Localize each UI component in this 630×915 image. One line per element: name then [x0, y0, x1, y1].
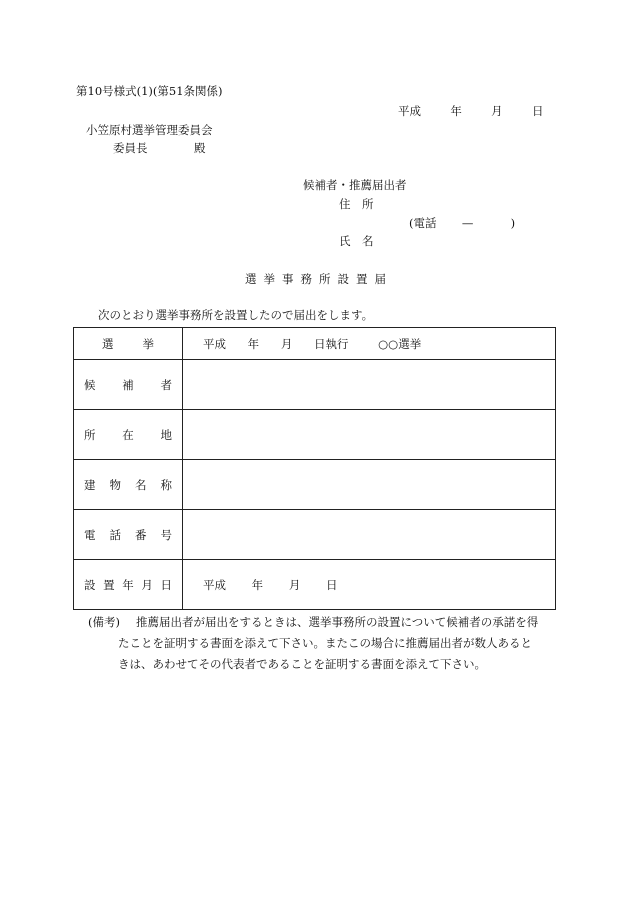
- date-day-unit: 日: [531, 104, 544, 118]
- label-char: 選: [102, 336, 114, 351]
- addressee-title: 委員長: [113, 141, 148, 155]
- remarks-line: たことを証明する書面を添えて下さい。またこの場合に推薦届出者が数人あると: [118, 636, 532, 650]
- label-char: 所: [84, 427, 96, 442]
- addressee-committee: 小笠原村選挙管理委員会: [86, 123, 213, 137]
- date-era: 平成: [398, 104, 421, 118]
- form-number: 第10号様式(1)(第51条関係): [76, 84, 223, 98]
- label-char: 年: [122, 577, 134, 592]
- label-char: 者: [160, 377, 172, 392]
- table-row-setup-date: [74, 560, 556, 610]
- table-row-election: [74, 328, 556, 360]
- intro-text: 次のとおり選挙事務所を設置したので届出をします。: [98, 308, 374, 322]
- phone-value-cell[interactable]: [183, 510, 556, 560]
- applicant-phone: [409, 218, 515, 230]
- remarks-line: きは、あわせてその代表者であることを証明する書面を添えて下さい。: [118, 657, 486, 671]
- building-value-cell[interactable]: [183, 460, 556, 510]
- submission-date: [398, 106, 543, 118]
- phone-open: (電話: [409, 216, 437, 230]
- setup-date-year-unit: 年: [251, 577, 264, 592]
- label-char: 番: [135, 527, 147, 542]
- label-char: 在: [122, 427, 134, 442]
- label-char: 物: [109, 477, 121, 492]
- applicant-role: 候補者・推薦届出者: [303, 178, 407, 192]
- label-char: 号: [160, 527, 172, 542]
- candidate-label-cell: [74, 360, 183, 410]
- election-value-cell: [183, 328, 556, 360]
- phone-dash: —: [461, 216, 474, 230]
- label-char: 置: [103, 577, 115, 592]
- date-year-unit: 年: [450, 104, 462, 118]
- setup-date-value-cell[interactable]: [183, 560, 556, 610]
- setup-date-era: 平成: [203, 577, 226, 592]
- label-char: 月: [141, 577, 153, 592]
- label-char: 称: [160, 477, 172, 492]
- election-held-suffix: 日執行: [313, 336, 349, 351]
- document-title: 選挙事務所設置届: [245, 272, 393, 286]
- election-year-unit: 年: [247, 336, 260, 351]
- label-char: 設: [84, 577, 96, 592]
- table-row-building: [74, 460, 556, 510]
- label-char: 候: [84, 377, 96, 392]
- location-value-cell[interactable]: [183, 410, 556, 460]
- election-era: 平成: [203, 336, 226, 351]
- date-month-unit: 月: [491, 104, 503, 118]
- label-char: 電: [84, 527, 96, 542]
- building-label-cell: [74, 460, 183, 510]
- election-name: ○○選挙: [378, 336, 422, 351]
- table-row-phone: [74, 510, 556, 560]
- addressee-honorific: 殿: [194, 141, 206, 155]
- applicant-name-label: 氏 名: [339, 234, 374, 248]
- label-char: 名: [135, 477, 147, 492]
- table-row-candidate: [74, 360, 556, 410]
- remarks-label: (備考): [88, 615, 120, 629]
- candidate-value-cell[interactable]: [183, 360, 556, 410]
- setup-date-month-unit: 月: [288, 577, 301, 592]
- remarks-line: 推薦届出者が届出をするときは、選挙事務所の設置について候補者の承諾を得: [136, 615, 539, 629]
- phone-label-cell: [74, 510, 183, 560]
- setup-date-day-unit: 日: [325, 577, 338, 592]
- label-char: 話: [109, 527, 121, 542]
- applicant-address-label: 住 所: [339, 197, 374, 211]
- application-table: [73, 327, 556, 610]
- phone-close: ): [510, 216, 516, 230]
- label-char: 建: [84, 477, 96, 492]
- label-char: 地: [160, 427, 172, 442]
- location-label-cell: [74, 410, 183, 460]
- label-char: 補: [122, 377, 134, 392]
- setup-date-label-cell: [74, 560, 183, 610]
- label-char: 挙: [142, 336, 154, 351]
- election-month-unit: 月: [280, 336, 293, 351]
- label-char: 日: [160, 577, 172, 592]
- table-row-location: [74, 410, 556, 460]
- election-label-cell: [74, 328, 183, 360]
